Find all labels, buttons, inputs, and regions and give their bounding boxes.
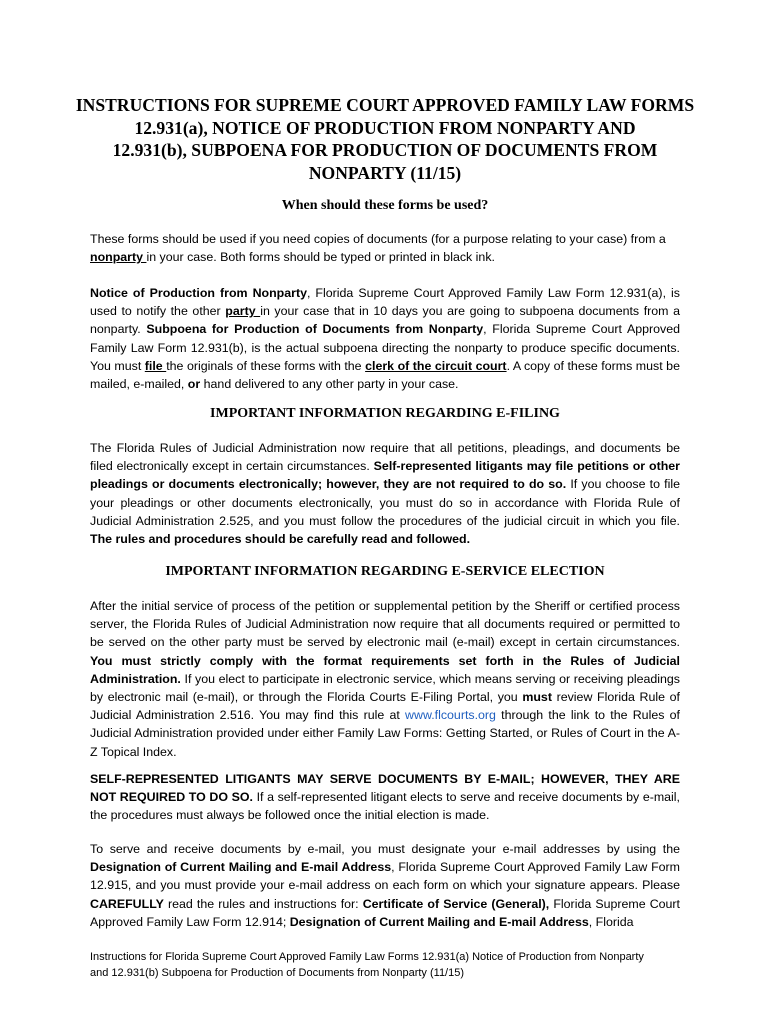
term-nonparty: nonparty [90, 250, 147, 265]
footer-line-1: Instructions for Florida Supreme Court Approved Family Law Forms 12.931(a) Notice of Production from Nonparty [90, 951, 644, 963]
page-footer [90, 949, 690, 981]
footer-line-2: and 12.931(b) Subpoena for Production of Documents from Nonparty (11/15) [90, 967, 465, 979]
heading-efiling: IMPORTANT INFORMATION REGARDING E-FILING [210, 406, 560, 421]
title-line-4: NONPARTY (11/15) [308, 162, 462, 183]
title-line-1: INSTRUCTIONS FOR SUPREME COURT APPROVED FAMILY LAW FORMS [75, 95, 695, 115]
heading-eservice: IMPORTANT INFORMATION REGARDING E-SERVICE ELECTION [165, 564, 605, 579]
title-line-2: 12.931(a), NOTICE OF PRODUCTION FROM NONPARTY AND [134, 117, 636, 138]
paragraph-self-represented: SELF-REPRESENTED LITIGANTS MAY SERVE DOCUMENTS BY E-MAIL; HOWEVER, THEY ARE NOT REQUIRED TO DO SO. If a self-represented litigant elects to serve and receive documents by e-mail, the procedures must always be followed once the initial election is made. [90, 772, 680, 823]
paragraph-designation: To serve and receive documents by e-mail, you must designate your e-mail addresses by using the Designation of Current Mailing and E-mail Address, Florida Supreme Court Approved Family Law Form 12.915, and you must provide your e-mail address on each form on which your signature appears. Please CAREFULLY read the rules and instructions for: Certificate of Service (General), Florida Supreme Court Approved Family Law Form 12.914; Designation of Current Mailing and E-mail Address, Florida [90, 842, 681, 929]
term-clerk-of-circuit-court: clerk of the circuit court [365, 358, 507, 373]
paragraph-when-used: These forms should be used if you need copies of documents (for a purpose relating to your case) from a nonparty in your case. Both forms should be typed or printed in black ink. [90, 232, 666, 265]
term-file: file [144, 358, 167, 373]
paragraph-efiling: The Florida Rules of Judicial Administration now require that all petitions, pleadings, and documents be filed electronically except in certain circumstances. Self-represented litigants may file petitions or other pleadings or documents electronically; however, they are not required to do so. If you choose to file your pleadings or other documents electronically, you must do so in accordance with Florida Rule of Judicial Administration 2.525, and you must follow the procedures of the judicial circuit in which you file. The rules and procedures should be carefully read and followed. [90, 441, 680, 547]
paragraph-eservice: After the initial service of process of the petition or supplemental petition by the Sheriff or certified process server, the Florida Rules of Judicial Administration now require that all documents required or permitted to be served on the other party must be served by electronic mail (e-mail) except in certain circumstances. You must strictly comply with the format requirements set forth in the Rules of Judicial Administration. If you elect to participate in electronic service, which means serving or receiving pleadings by electronic mail (e-mail), or through the Florida Courts E-Filing Portal, you must review Florida Rule of Judicial Administration 2.516. You may find this rule at www.flcourts.org through the link to the Rules of Judicial Administration provided under either Family Law Forms: Getting Started, or Rules of Court in the A-Z Topical Index. [90, 599, 680, 759]
document-title [60, 94, 710, 184]
paragraph-notice-of-production: Notice of Production from Nonparty, Florida Supreme Court Approved Family Law Form 12.931(a), is used to notify the other party in your case that in 10 days you are going to subpoena documents from a nonparty. Subpoena for Production of Documents from Nonparty, Florida Supreme Court Approved Family Law Form 12.931(b), is the actual subpoena directing the nonparty to produce specific documents. You must file the originals of these forms with the clerk of the circuit court. A copy of these forms must be mailed, e-mailed, or hand delivered to any other party in your case. [90, 286, 680, 392]
term-party: party [225, 304, 261, 319]
flcourts-link[interactable]: www.flcourts.org [405, 708, 496, 723]
title-line-3: 12.931(b), SUBPOENA FOR PRODUCTION OF DOCUMENTS FROM [112, 140, 658, 160]
heading-when-used: When should these forms be used? [281, 198, 489, 213]
